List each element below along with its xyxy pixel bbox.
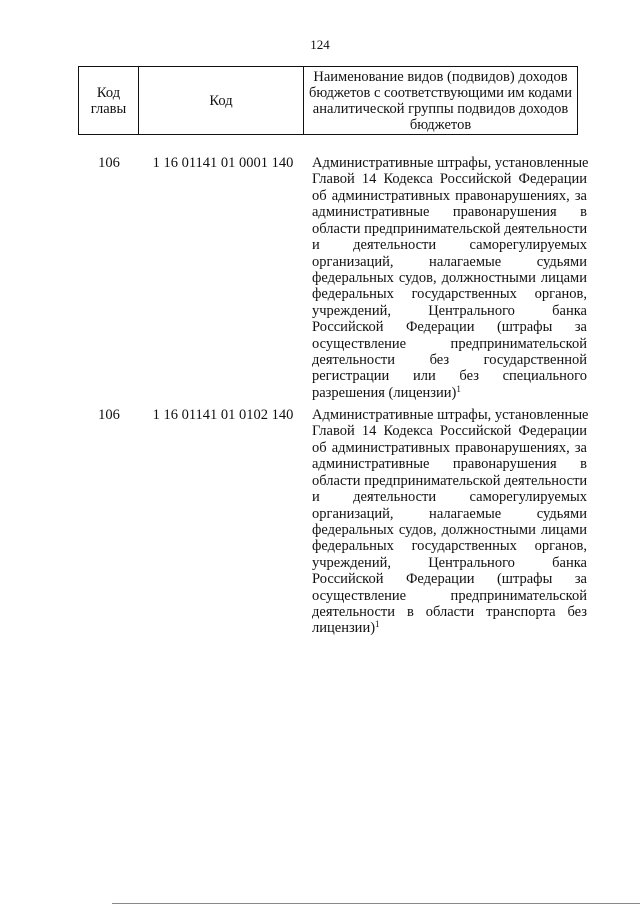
footnote-marker: 1 xyxy=(375,619,380,630)
row-chapter-code: 106 xyxy=(98,407,120,423)
row-income-name xyxy=(312,155,587,401)
header-chapter-code-line1: Код xyxy=(96,84,121,101)
row-name-line: лицензии) xyxy=(312,620,376,637)
row-income-code: 1 16 01141 01 0102 140 xyxy=(152,407,294,423)
footnote-marker: 1 xyxy=(456,383,461,394)
row-name-line: осуществление предпринимательской xyxy=(312,335,587,352)
row-name-line: Главой 14 Кодекса Российской Федерации xyxy=(312,171,587,188)
header-name-line: Наименование видов (подвидов) доходов xyxy=(313,68,568,85)
row-name-line: Российской Федерации (штрафы за xyxy=(312,319,587,336)
header-code-label: Код xyxy=(209,92,233,109)
header-name-line: бюджетов с соответствующими им кодами xyxy=(309,84,572,101)
row-name-last-line xyxy=(312,385,587,401)
row-name-line: административные правонарушения в xyxy=(312,204,587,221)
row-name-line: деятельности без государственной xyxy=(312,352,587,369)
header-chapter-code-line2: главы xyxy=(90,100,127,117)
header-name xyxy=(304,67,578,135)
row-name-line: учреждений, Центрального банка xyxy=(312,554,587,571)
row-income-name xyxy=(312,407,587,637)
page-number: 124 xyxy=(310,37,330,52)
row-name-line: Административные штрафы, установленные xyxy=(312,407,589,423)
row-name-line: Российской Федерации (штрафы за xyxy=(312,571,587,588)
row-name-line: федеральных судов, должностными лицами xyxy=(312,521,587,538)
row-name-line: об административных правонарушениях, за xyxy=(312,439,587,456)
row-name-line: области предпринимательской деятельности xyxy=(312,220,588,237)
header-name-line: аналитической группы подвидов доходов xyxy=(312,100,569,117)
row-name-line: федеральных государственных органов, xyxy=(312,538,587,555)
header-chapter-code xyxy=(79,67,139,135)
row-name-line: Административные штрафы, установленные xyxy=(312,155,589,171)
row-name-line: Главой 14 Кодекса Российской Федерации xyxy=(312,423,587,440)
row-name-line: регистрации или без специального xyxy=(312,368,587,385)
row-name-line: осуществление предпринимательской xyxy=(312,587,587,604)
page-bottom-edge xyxy=(112,903,640,904)
row-name-line: организаций, налагаемые судьями xyxy=(312,253,587,270)
row-chapter-code: 106 xyxy=(98,155,120,171)
row-income-code: 1 16 01141 01 0001 140 xyxy=(152,155,294,171)
header-name-line: бюджетов xyxy=(409,116,472,133)
row-name-line: деятельности в области транспорта без xyxy=(312,604,587,621)
header-code xyxy=(139,67,304,135)
row-name-line: федеральных судов, должностными лицами xyxy=(312,269,587,286)
row-name-line: организаций, налагаемые судьями xyxy=(312,505,587,522)
row-name-line: федеральных государственных органов, xyxy=(312,286,587,303)
row-name-line: учреждений, Центрального банка xyxy=(312,302,587,319)
row-name-line: административные правонарушения в xyxy=(312,456,587,473)
row-name-line: области предпринимательской деятельности xyxy=(312,472,588,489)
row-name-line: об административных правонарушениях, за xyxy=(312,187,587,204)
row-name-line: и деятельности саморегулируемых xyxy=(312,489,587,506)
table-header xyxy=(78,66,578,135)
row-name-last-line xyxy=(312,620,587,636)
row-name-line: и деятельности саморегулируемых xyxy=(312,237,587,254)
row-name-line: разрешения (лицензии) xyxy=(312,384,457,401)
